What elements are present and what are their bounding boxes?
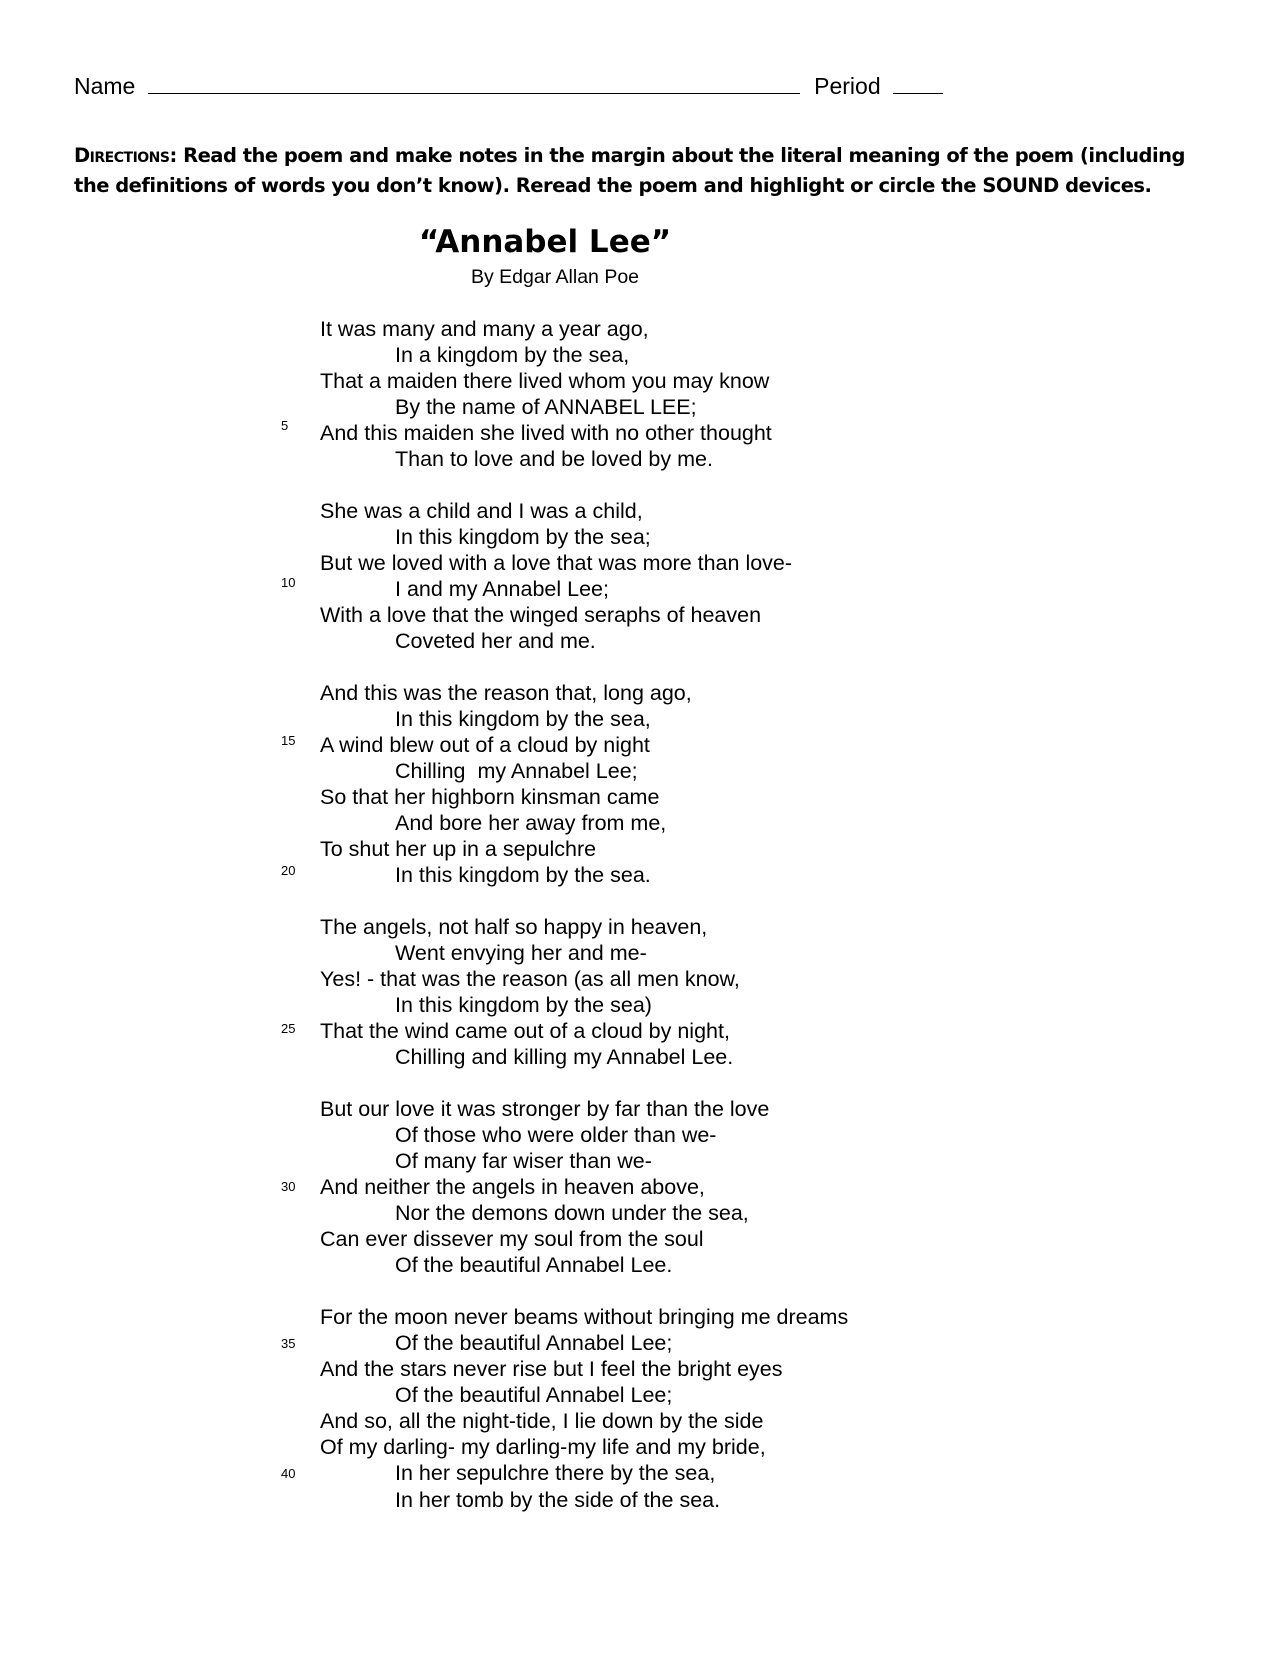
poem-line: In her tomb by the side of the sea. — [395, 1488, 721, 1512]
poem-line: With a love that the winged seraphs of heaven — [320, 603, 762, 627]
poem-line: The angels, not half so happy in heaven, — [320, 915, 708, 939]
poem-line: For the moon never beams without bringing me dreams — [320, 1305, 849, 1329]
poem-line: To shut her up in a sepulchre — [320, 837, 597, 861]
poem-line: A wind blew out of a cloud by night — [320, 733, 650, 757]
poem-byline: By Edgar Allan Poe — [470, 266, 640, 288]
name-label: Name — [74, 73, 136, 99]
poem-line: Than to love and be loved by me. — [395, 447, 713, 471]
poem-line: And this maiden she lived with no other thought — [320, 421, 772, 445]
poem-line: And this was the reason that, long ago, — [320, 681, 692, 705]
poem-line: Of my darling- my darling-my life and my bride, — [320, 1435, 766, 1459]
line-number: 10 — [281, 575, 296, 590]
poem-line: Of those who were older than we- — [395, 1123, 717, 1147]
poem-line: Chilling my Annabel Lee; — [395, 759, 638, 783]
directions-text: Read the poem and make notes in the margin about the literal meaning of the poem (including the definitions of words you don’t know). Reread the poem and highlight or circle the SOUND devices. — [74, 144, 1185, 197]
poem-line: Of the beautiful Annabel Lee; — [395, 1331, 673, 1355]
poem-line: In this kingdom by the sea; — [395, 525, 651, 549]
line-number: 20 — [281, 863, 296, 878]
poem-line: Of many far wiser than we- — [395, 1149, 652, 1173]
poem-line: Coveted her and me. — [395, 629, 596, 653]
poem-line: So that her highborn kinsman came — [320, 785, 660, 809]
poem-line: She was a child and I was a child, — [320, 499, 643, 523]
line-number: 5 — [281, 418, 289, 433]
poem-line: And so, all the night-tide, I lie down by the side — [320, 1409, 764, 1433]
poem-line: In this kingdom by the sea) — [395, 993, 652, 1017]
poem-line: Went envying her and me- — [395, 941, 647, 965]
poem-line: In her sepulchre there by the sea, — [395, 1461, 716, 1485]
poem-line: That a maiden there lived whom you may know — [320, 369, 770, 393]
poem-line: And neither the angels in heaven above, — [320, 1175, 705, 1199]
period-label: Period — [814, 73, 881, 99]
poem-line: Nor the demons down under the sea, — [395, 1201, 749, 1225]
poem-line: And the stars never rise but I feel the bright eyes — [320, 1357, 783, 1381]
directions-label: Directions: — [74, 144, 177, 167]
poem-line: Of the beautiful Annabel Lee; — [395, 1383, 673, 1407]
poem-title: “Annabel Lee” — [418, 224, 672, 260]
poem-line: In a kingdom by the sea, — [395, 343, 630, 367]
poem-line: Yes! - that was the reason (as all men know, — [320, 967, 740, 991]
poem-line: Can ever dissever my soul from the soul — [320, 1227, 704, 1251]
poem-line: In this kingdom by the sea, — [395, 707, 651, 731]
line-number: 15 — [281, 733, 296, 748]
poem-line: Of the beautiful Annabel Lee. — [395, 1253, 673, 1277]
poem-line: In this kingdom by the sea. — [395, 863, 651, 887]
poem-line: I and my Annabel Lee; — [395, 577, 609, 601]
line-number: 35 — [281, 1336, 296, 1351]
poem-line: But we loved with a love that was more than love- — [320, 551, 793, 575]
line-number: 30 — [281, 1179, 296, 1194]
poem-line: Chilling and killing my Annabel Lee. — [395, 1045, 734, 1069]
poem-line: By the name of ANNABEL LEE; — [395, 395, 697, 419]
line-number: 25 — [281, 1021, 296, 1036]
poem-line: That the wind came out of a cloud by night, — [320, 1019, 730, 1043]
poem-line: And bore her away from me, — [395, 811, 667, 835]
poem-line: It was many and many a year ago, — [320, 317, 649, 341]
line-number: 40 — [281, 1466, 296, 1481]
poem-line: But our love it was stronger by far than the love — [320, 1097, 770, 1121]
